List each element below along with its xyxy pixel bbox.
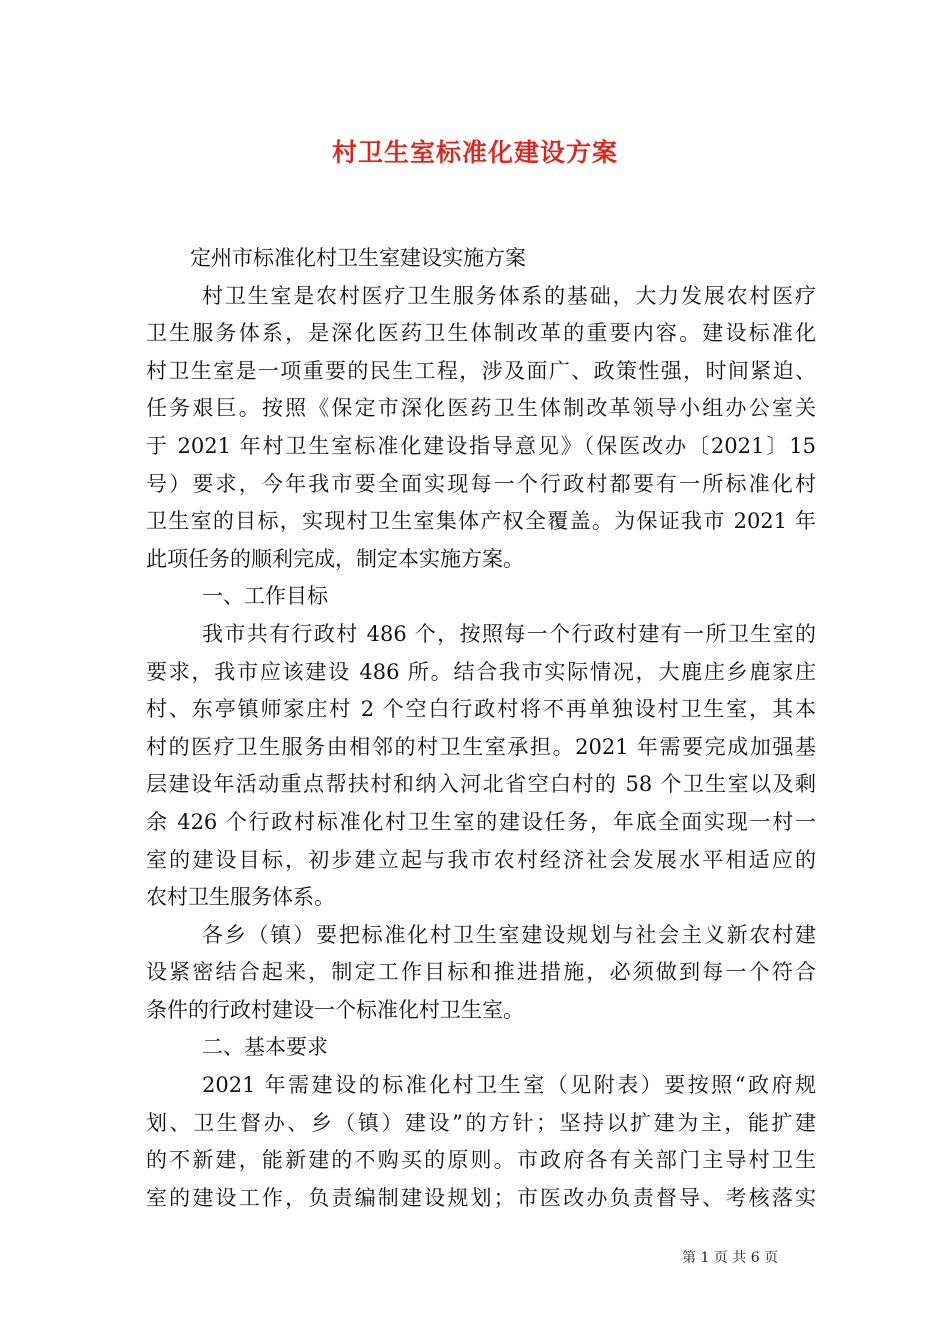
- paragraph-line: 农村卫生服务体系。: [146, 885, 335, 910]
- paragraph-line: 我市共有行政村 486 个，按照每一个行政村建有一所卫生室的: [202, 621, 816, 646]
- page-number: 第 1 页 共 6 页: [682, 1250, 779, 1266]
- paragraph-line: 此项任务的顺利完成，制定本实施方案。: [146, 546, 524, 571]
- section-heading: 二、基本要求: [202, 1035, 328, 1060]
- document-body: [146, 240, 816, 1217]
- paragraph-line: 室的建设目标，初步建立起与我市农村经济社会发展水平相适应的: [146, 847, 816, 872]
- paragraph-line: 村的医疗卫生服务由相邻的村卫生室承担。2021 年需要完成加强基: [146, 734, 816, 759]
- paragraph-line: 层建设年活动重点帮扶村和纳入河北省空白村的 58 个卫生室以及剩: [146, 772, 816, 797]
- paragraph-line: 卫生服务体系，是深化医药卫生体制改革的重要内容。建设标准化: [146, 321, 816, 346]
- paragraph-line: 村卫生室是一项重要的民生工程，涉及面广、政策性强，时间紧迫、: [146, 358, 816, 383]
- paragraph-line: 各乡（镇）要把标准化村卫生室建设规划与社会主义新农村建: [202, 922, 816, 947]
- subtitle-line: 定州市标准化村卫生室建设实施方案: [190, 246, 526, 270]
- paragraph-line: 卫生室的目标，实现村卫生室集体产权全覆盖。为保证我市 2021 年: [146, 509, 816, 534]
- paragraph-line: 的不新建，能新建的不购买的原则。市政府各有关部门主导村卫生: [146, 1148, 816, 1173]
- paragraph-line: 室的建设工作，负责编制建设规划；市医改办负责督导、考核落实: [146, 1185, 816, 1210]
- document-title: 村卫生室标准化建设方案: [331, 138, 618, 167]
- paragraph-line: 村卫生室是农村医疗卫生服务体系的基础，大力发展农村医疗: [202, 283, 816, 308]
- paragraph-line: 于 2021 年村卫生室标准化建设指导意见》（保医改办〔2021〕15: [146, 433, 816, 458]
- paragraph-line: 2021 年需建设的标准化村卫生室（见附表）要按照“政府规: [202, 1073, 816, 1098]
- paragraph-line: 条件的行政村建设一个标准化村卫生室。: [146, 997, 524, 1022]
- paragraph-line: 村、东亭镇师家庄村 2 个空白行政村将不再单独设村卫生室，其本: [146, 697, 816, 722]
- paragraph-line: 设紧密结合起来，制定工作目标和推进措施，必须做到每一个符合: [146, 960, 816, 985]
- paragraph-line: 任务艰巨。按照《保定市深化医药卫生体制改革领导小组办公室关: [146, 396, 816, 421]
- paragraph-line: 余 426 个行政村标准化村卫生室的建设任务，年底全面实现一村一: [146, 809, 816, 834]
- paragraph-line: 划、卫生督办、乡（镇）建设”的方针；坚持以扩建为主，能扩建: [146, 1110, 816, 1135]
- paragraph-line: 要求，我市应该建设 486 所。结合我市实际情况，大鹿庄乡鹿家庄: [146, 659, 816, 684]
- paragraph-line: 号）要求，今年我市要全面实现每一个行政村都要有一所标准化村: [146, 471, 816, 496]
- section-heading: 一、工作目标: [202, 584, 328, 609]
